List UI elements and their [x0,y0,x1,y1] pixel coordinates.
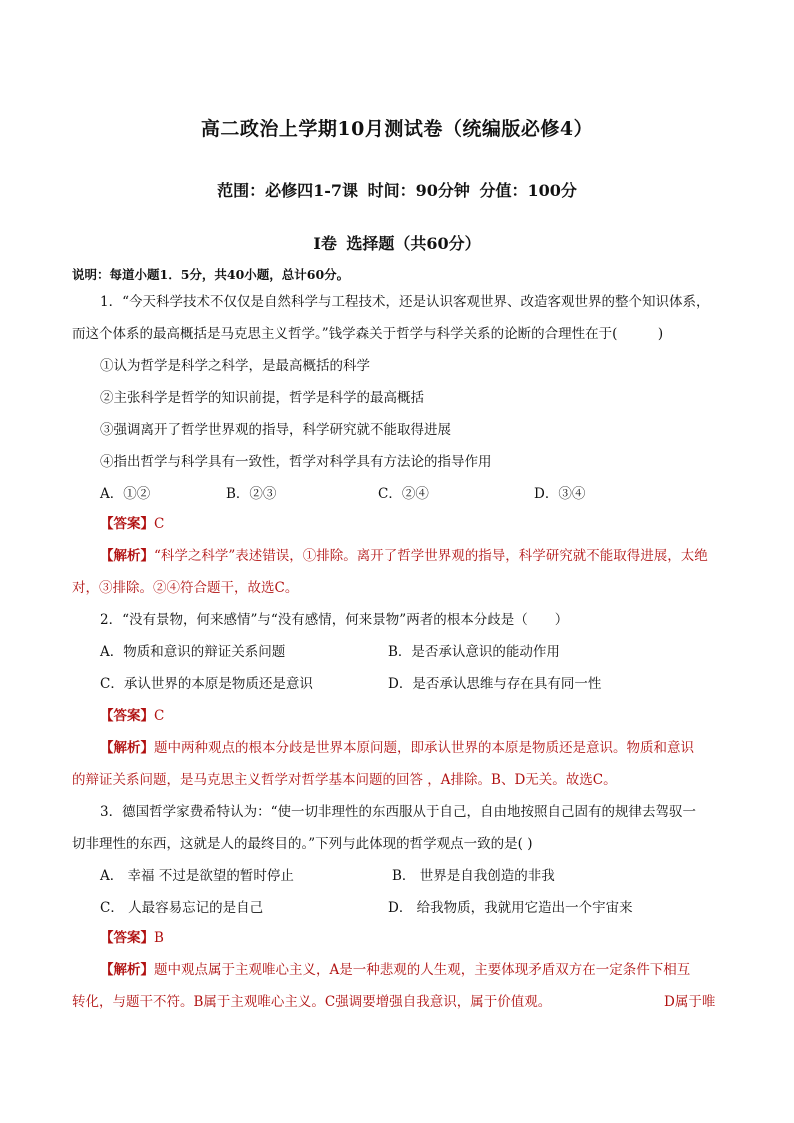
question-1-option-c: C．②④ [378,486,429,502]
question-2-stem: 2．“没有景物，何来感情”与“没有感情，何来景物”两者的根本分歧是（ ） [100,612,569,628]
question-2-option-c: C．承认世界的本原是物质还是意识 [100,676,313,692]
section-heading: Ⅰ卷 选择题（共60分） [313,234,481,253]
question-1-option-a: A．①② [100,486,151,502]
question-3-option-c: C． 人最容易忘记的是自己 [100,900,264,916]
question-1-statement-3: ③强调离开了哲学世界观的指导，科学研究就不能取得进展 [100,422,451,438]
question-3-answer [100,928,724,948]
question-3-option-a: A． 幸福 不过是欲望的暂时停止 [100,868,294,884]
question-1-statement-1: ①认为哲学是科学之科学，是最高概括的科学 [100,358,370,374]
answer-value: C [154,516,165,532]
question-1-analysis-line-2: 对，③排除。②④符合题干，故选C。 [72,580,299,596]
analysis-text: “科学之科学”表述错误，①排除。离开了哲学世界观的指导，科学研究就不能取得进展，太绝 [154,548,708,564]
question-2-option-d: D．是否承认思维与存在具有同一性 [388,676,602,692]
question-2-answer [100,706,724,726]
question-1-statement-4: ④指出哲学与科学具有一致性，哲学对科学具有方法论的指导作用 [100,454,492,470]
answer-value: B [154,930,164,946]
question-3-analysis-line-3: D属于唯 [664,994,716,1010]
exam-info: 范围：必修四1-7课 时间：90分钟 分值：100分 [217,181,577,200]
question-1-answer [100,514,724,534]
analysis-label: 【解析】 [100,740,154,756]
question-3-analysis-line-1 [100,960,724,980]
question-3-stem-line-1: 3．德国哲学家费希特认为：“使一切非理性的东西服从于自己，自由地按照自己固有的规律去驾驭一 [100,804,696,820]
analysis-text: 题中两种观点的根本分歧是世界本原问题，即承认世界的本原是物质还是意识。物质和意识 [154,740,694,756]
question-1-stem-line-2: 而这个体系的最高概括是马克思主义哲学。”钱学森关于哲学与科学关系的论断的合理性在于( ) [72,326,664,342]
instructions-note: 说明：每道小题1．5分，共40小题，总计60分。 [72,267,350,282]
question-3-analysis-line-2: 转化，与题干不符。B属于主观唯心主义。C强调要增强自我意识，属于价值观。 [72,994,552,1010]
answer-value: C [154,708,165,724]
question-1-analysis-line-1 [100,546,724,566]
page-title: 高二政治上学期10月测试卷（统编版必修4） [200,118,594,140]
analysis-text: 题中观点属于主观唯心主义，A是一种悲观的人生观，主要体现矛盾双方在一定条件下相互 [154,962,691,978]
question-2-analysis-line-2: 的辩证关系问题，是马克思主义哲学对哲学基本问题的回答 ，A排除。B、D无关。故选C。 [72,772,617,788]
question-3-option-d: D． 给我物质，我就用它造出一个宇宙来 [388,900,633,916]
question-2-option-a: A．物质和意识的辩证关系问题 [100,644,286,660]
question-3-stem-line-2: 切非理性的东西，这就是人的最终目的。”下列与此体现的哲学观点一致的是( ) [72,836,533,852]
question-1-option-b: B．②③ [226,486,277,502]
question-2-analysis-line-1 [100,738,724,758]
analysis-label: 【解析】 [100,548,154,564]
question-1-stem-line-1: 1．“今天科学技术不仅仅是自然科学与工程技术，还是认识客观世界、改造客观世界的整个知识体系， [100,294,710,310]
answer-label: 【答案】 [100,516,154,532]
answer-label: 【答案】 [100,930,154,946]
question-1-option-d: D．③④ [534,486,586,502]
answer-label: 【答案】 [100,708,154,724]
analysis-label: 【解析】 [100,962,154,978]
question-3-option-b: B． 世界是自我创造的非我 [392,868,555,884]
question-1-statement-2: ②主张科学是哲学的知识前提，哲学是科学的最高概括 [100,390,424,406]
question-2-option-b: B．是否承认意识的能动作用 [388,644,560,660]
